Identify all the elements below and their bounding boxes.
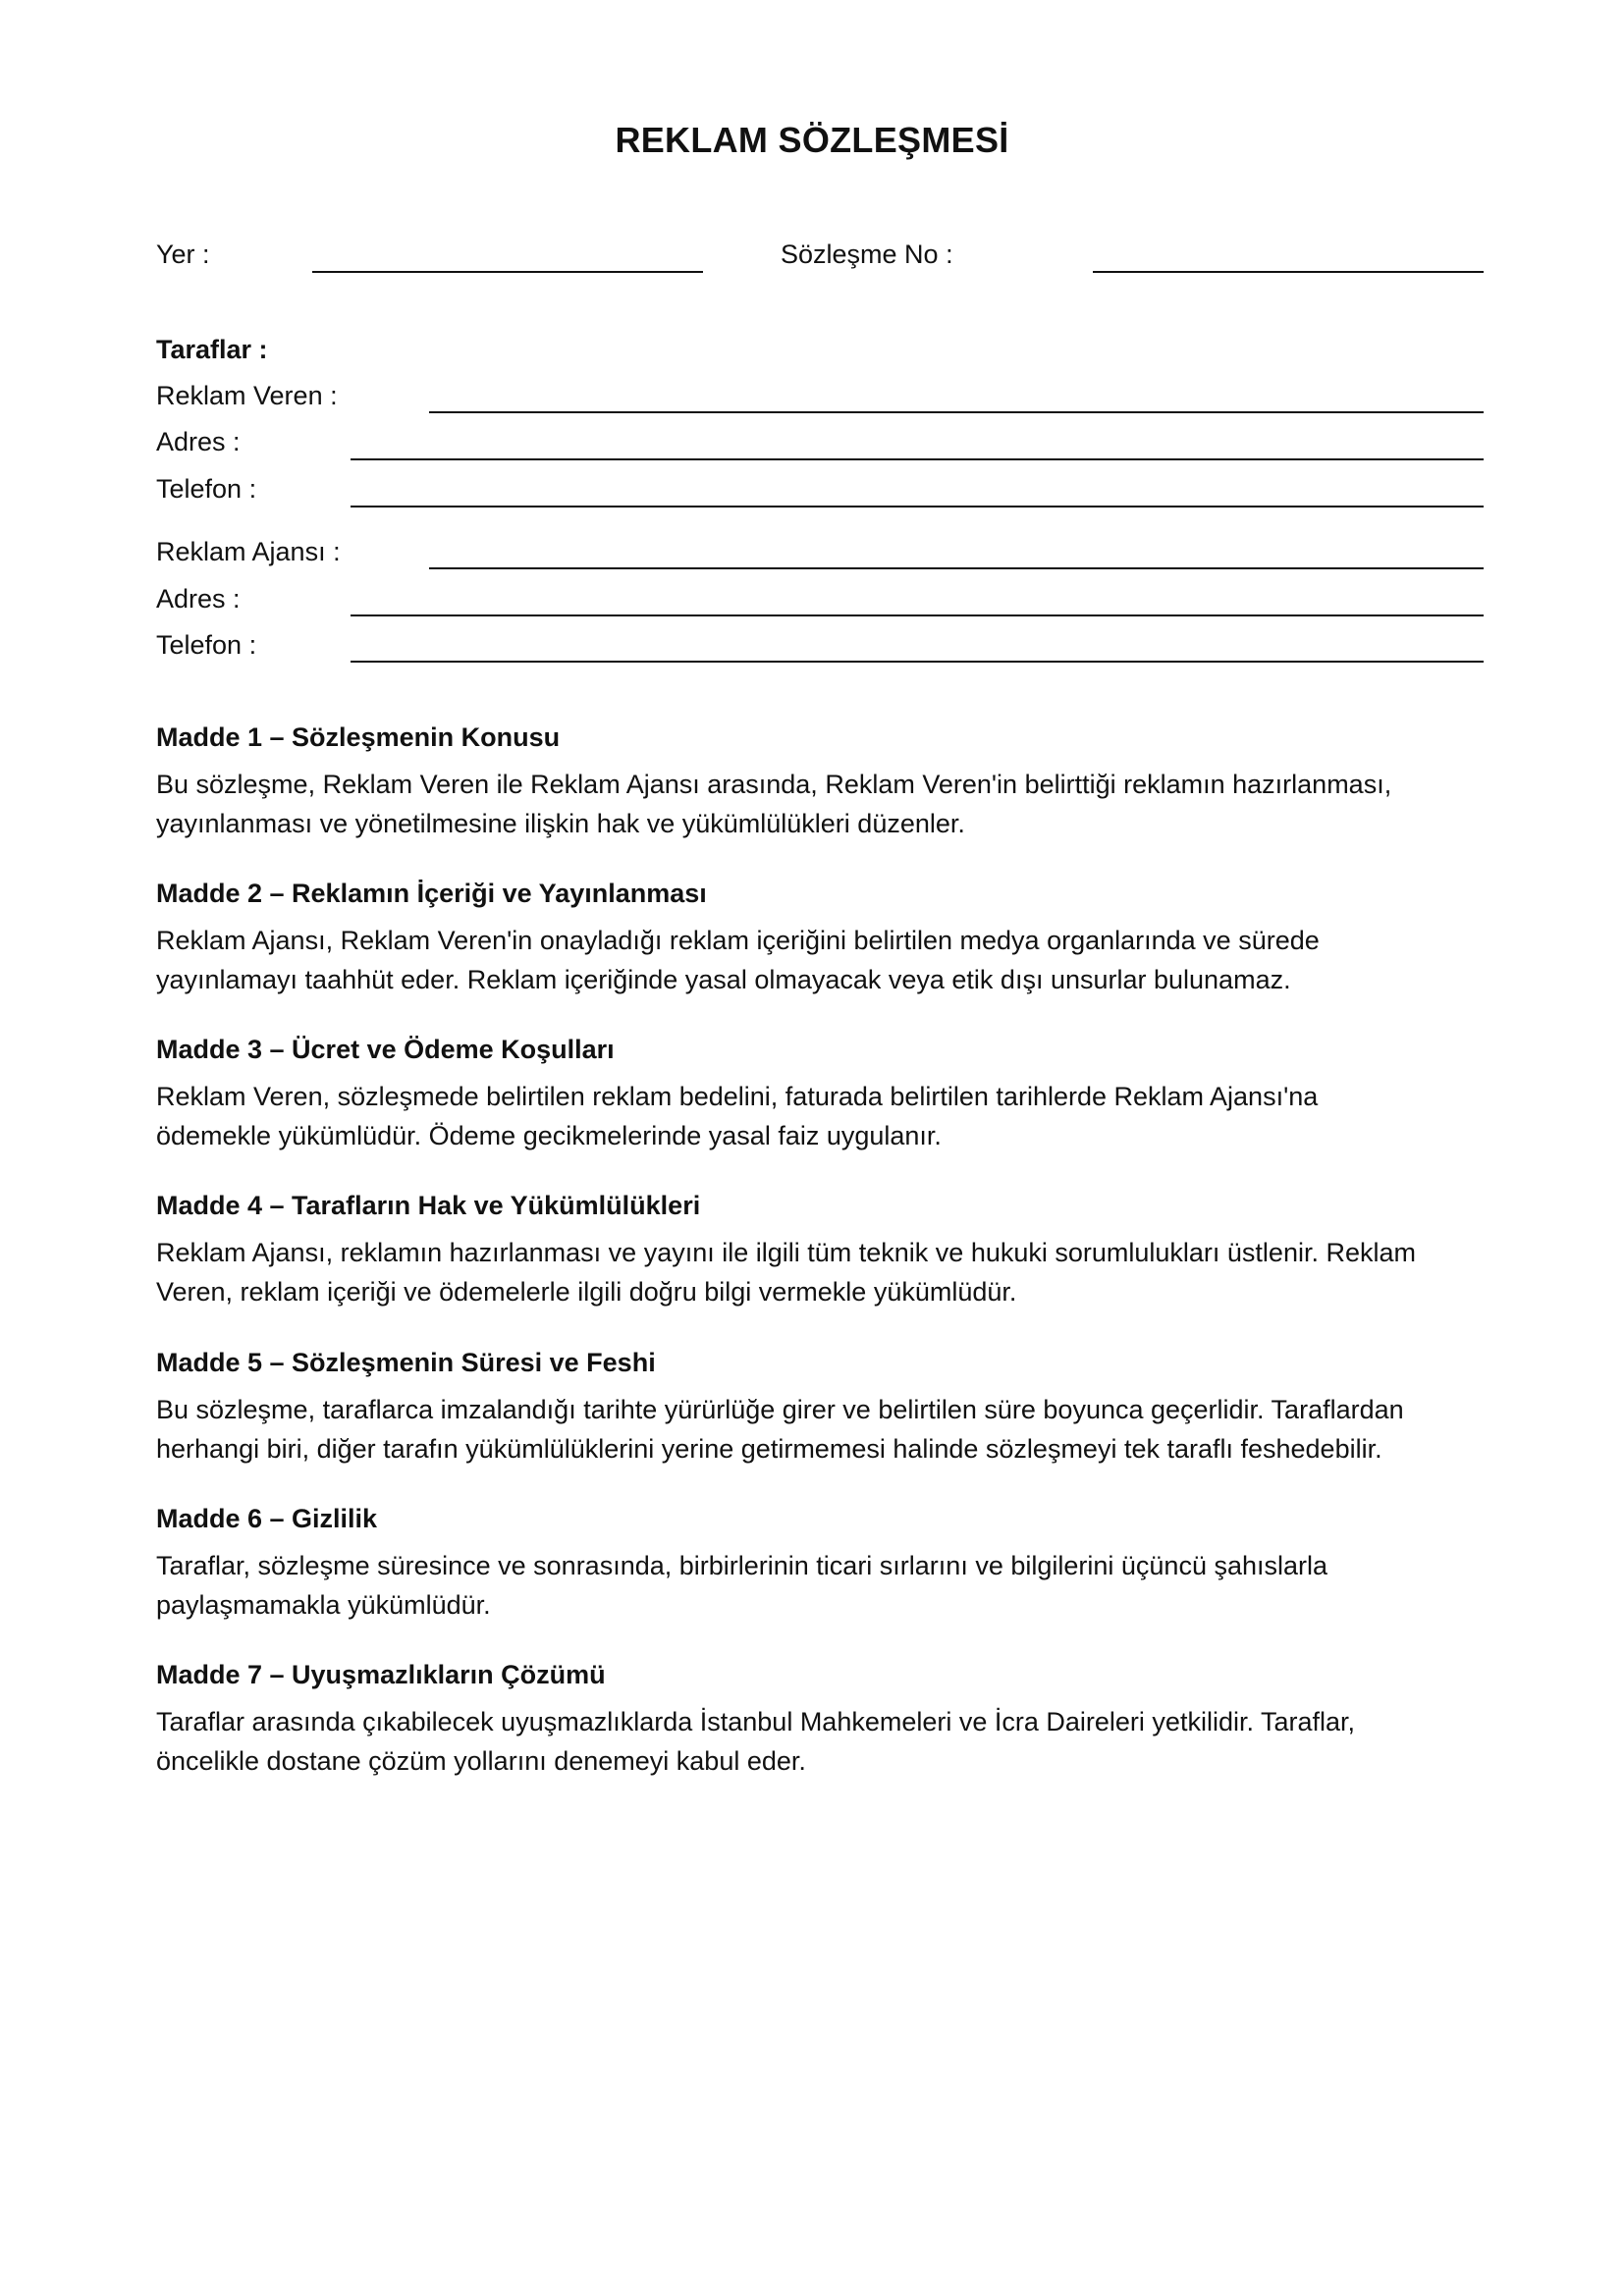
place-field[interactable] xyxy=(312,271,703,273)
agency-address-label: Adres : xyxy=(156,584,241,614)
article-line: yayınlamayı taahhüt eder. Reklam içeriğinde yasal olmayacak veya etik dışı unsurlar bulunamaz. xyxy=(156,965,1291,994)
advertiser-address-field[interactable] xyxy=(351,458,1484,460)
article-line: yayınlanması ve yönetilmesine ilişkin hak ve yükümlülükleri düzenler. xyxy=(156,809,965,838)
article-heading: Madde 3 – Ücret ve Ödeme Koşulları xyxy=(156,1035,615,1064)
article-line: paylaşmamakla yükümlüdür. xyxy=(156,1590,491,1620)
article-line: herhangi biri, diğer tarafın yükümlülüklerini yerine getirmemesi halinde sözleşmeyi tek taraflı feshedebilir. xyxy=(156,1434,1382,1464)
article-line: Bu sözleşme, Reklam Veren ile Reklam Ajansı arasında, Reklam Veren'in belirttiği reklamın hazırlanması, xyxy=(156,770,1392,799)
article-line: Reklam Ajansı, reklamın hazırlanması ve yayını ile ilgili tüm teknik ve hukuki sorumlulukları üstlenir. Reklam xyxy=(156,1238,1416,1267)
agency-phone-label: Telefon : xyxy=(156,630,257,660)
document-title: REKLAM SÖZLEŞMESİ xyxy=(615,120,1009,160)
article-line: Bu sözleşme, taraflarca imzalandığı tarihte yürürlüğe girer ve belirtilen süre boyunca geçerlidir. Taraflardan xyxy=(156,1395,1404,1424)
advertiser-address-label: Adres : xyxy=(156,427,241,456)
article-line: Veren, reklam içeriği ve ödemelerle ilgili doğru bilgi vermekle yükümlüdür. xyxy=(156,1277,1017,1307)
agency-name-label: Reklam Ajansı : xyxy=(156,537,341,566)
article-heading: Madde 6 – Gizlilik xyxy=(156,1504,378,1533)
article-heading: Madde 1 – Sözleşmenin Konusu xyxy=(156,722,561,752)
parties-heading: Taraflar : xyxy=(156,335,268,364)
article-line: öncelikle dostane çözüm yollarını denemeyi kabul eder. xyxy=(156,1746,806,1776)
agency-phone-field[interactable] xyxy=(351,661,1484,663)
article-7 xyxy=(156,1659,1491,1781)
advertiser-name-label: Reklam Veren : xyxy=(156,381,338,410)
article-6 xyxy=(156,1503,1491,1625)
article-3 xyxy=(156,1034,1491,1155)
article-2 xyxy=(156,878,1491,999)
contract-no-label: Sözleşme No : xyxy=(781,240,953,269)
place-label: Yer : xyxy=(156,240,210,269)
agency-address-field[interactable] xyxy=(351,614,1484,616)
article-heading: Madde 2 – Reklamın İçeriği ve Yayınlanması xyxy=(156,879,707,908)
article-heading: Madde 4 – Tarafların Hak ve Yükümlülükleri xyxy=(156,1191,701,1220)
agency-name-field[interactable] xyxy=(429,567,1484,569)
contract-no-field[interactable] xyxy=(1093,271,1484,273)
article-4 xyxy=(156,1190,1491,1311)
article-body xyxy=(156,921,1491,999)
advertiser-phone-label: Telefon : xyxy=(156,474,257,504)
article-body xyxy=(156,1077,1491,1155)
advertiser-name-field[interactable] xyxy=(429,411,1484,413)
article-body xyxy=(156,765,1491,843)
article-body xyxy=(156,1233,1491,1311)
article-line: Reklam Ajansı, Reklam Veren'in onayladığı reklam içeriğini belirtilen medya organlarında ve sürede xyxy=(156,926,1320,955)
article-heading: Madde 7 – Uyuşmazlıkların Çözümü xyxy=(156,1660,606,1689)
article-body xyxy=(156,1546,1491,1625)
article-line: Taraflar, sözleşme süresince ve sonrasında, birbirlerinin ticari sırlarını ve bilgilerini üçüncü şahıslarla xyxy=(156,1551,1328,1580)
article-line: ödemekle yükümlüdür. Ödeme gecikmelerinde yasal faiz uygulanır. xyxy=(156,1121,942,1150)
article-line: Taraflar arasında çıkabilecek uyuşmazlıklarda İstanbul Mahkemeleri ve İcra Daireleri yetkilidir. Taraflar, xyxy=(156,1707,1356,1736)
article-5 xyxy=(156,1347,1491,1468)
article-body xyxy=(156,1390,1491,1468)
article-1 xyxy=(156,721,1491,843)
advertiser-phone-field[interactable] xyxy=(351,506,1484,507)
article-line: Reklam Veren, sözleşmede belirtilen reklam bedelini, faturada belirtilen tarihlerde Reklam Ajansı'na xyxy=(156,1082,1319,1111)
article-heading: Madde 5 – Sözleşmenin Süresi ve Feshi xyxy=(156,1348,656,1377)
article-body xyxy=(156,1702,1491,1781)
